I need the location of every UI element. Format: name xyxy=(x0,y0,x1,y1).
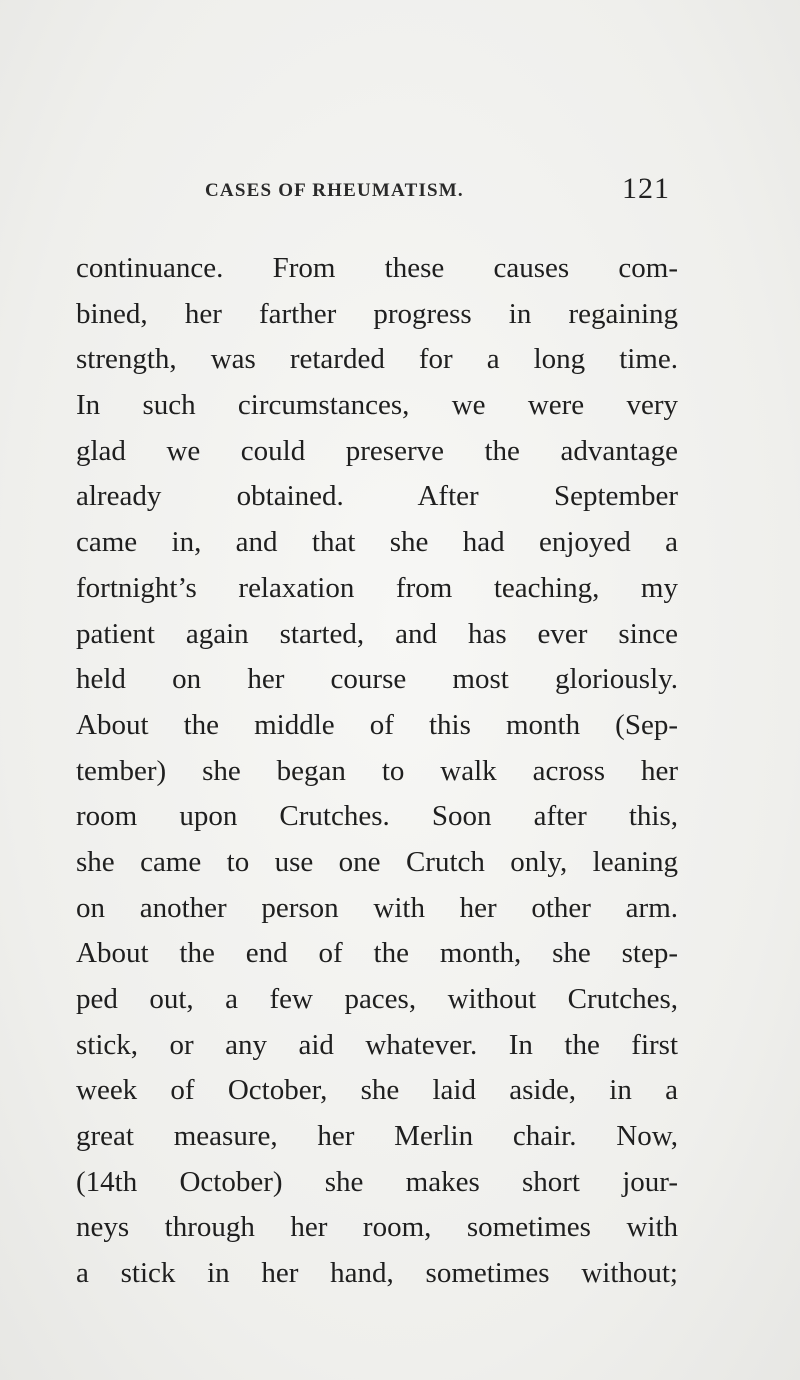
text-line: patient again started, and has ever since xyxy=(76,617,678,650)
text-line: glad we could preserve the advantage xyxy=(76,434,678,467)
text-line: In such circumstances, we were very xyxy=(76,389,678,422)
text-line: great measure, her Merlin chair. Now, xyxy=(76,1120,678,1153)
text-line: neys through her room, sometimes with xyxy=(76,1211,678,1244)
text-line: ped out, a few paces, without Crutches, xyxy=(76,983,678,1015)
text-line: on another person with her other arm. xyxy=(76,891,678,924)
text-line: room upon Crutches. Soon after this, xyxy=(76,800,678,833)
text-line: bined, her farther progress in regaining xyxy=(76,297,678,330)
text-line: came in, and that she had enjoyed a xyxy=(76,526,678,559)
text-line: continuance. From these causes com- xyxy=(76,252,678,284)
text-line: week of October, she laid aside, in a xyxy=(76,1074,678,1107)
text-line: a stick in her hand, sometimes without; xyxy=(76,1257,678,1290)
text-line: held on her course most gloriously. xyxy=(76,663,678,696)
text-line: About the end of the month, she step- xyxy=(76,937,678,970)
text-line: tember) she began to walk across her xyxy=(76,754,678,787)
running-title: CASES OF RHEUMATISM. xyxy=(205,180,464,201)
text-line: strength, was retarded for a long time. xyxy=(76,343,678,376)
text-line: she came to use one Crutch only, leaning xyxy=(76,845,678,878)
text-line: About the middle of this month (Sep- xyxy=(76,708,678,741)
text-line: already obtained. After September xyxy=(76,480,678,513)
text-line: (14th October) she makes short jour- xyxy=(76,1165,678,1198)
page-number: 121 xyxy=(622,172,670,205)
body-text xyxy=(76,246,678,1297)
text-line: stick, or any aid whatever. In the first xyxy=(76,1028,678,1061)
text-line: fortnight’s relaxation from teaching, my xyxy=(76,571,678,604)
running-head xyxy=(205,172,670,212)
